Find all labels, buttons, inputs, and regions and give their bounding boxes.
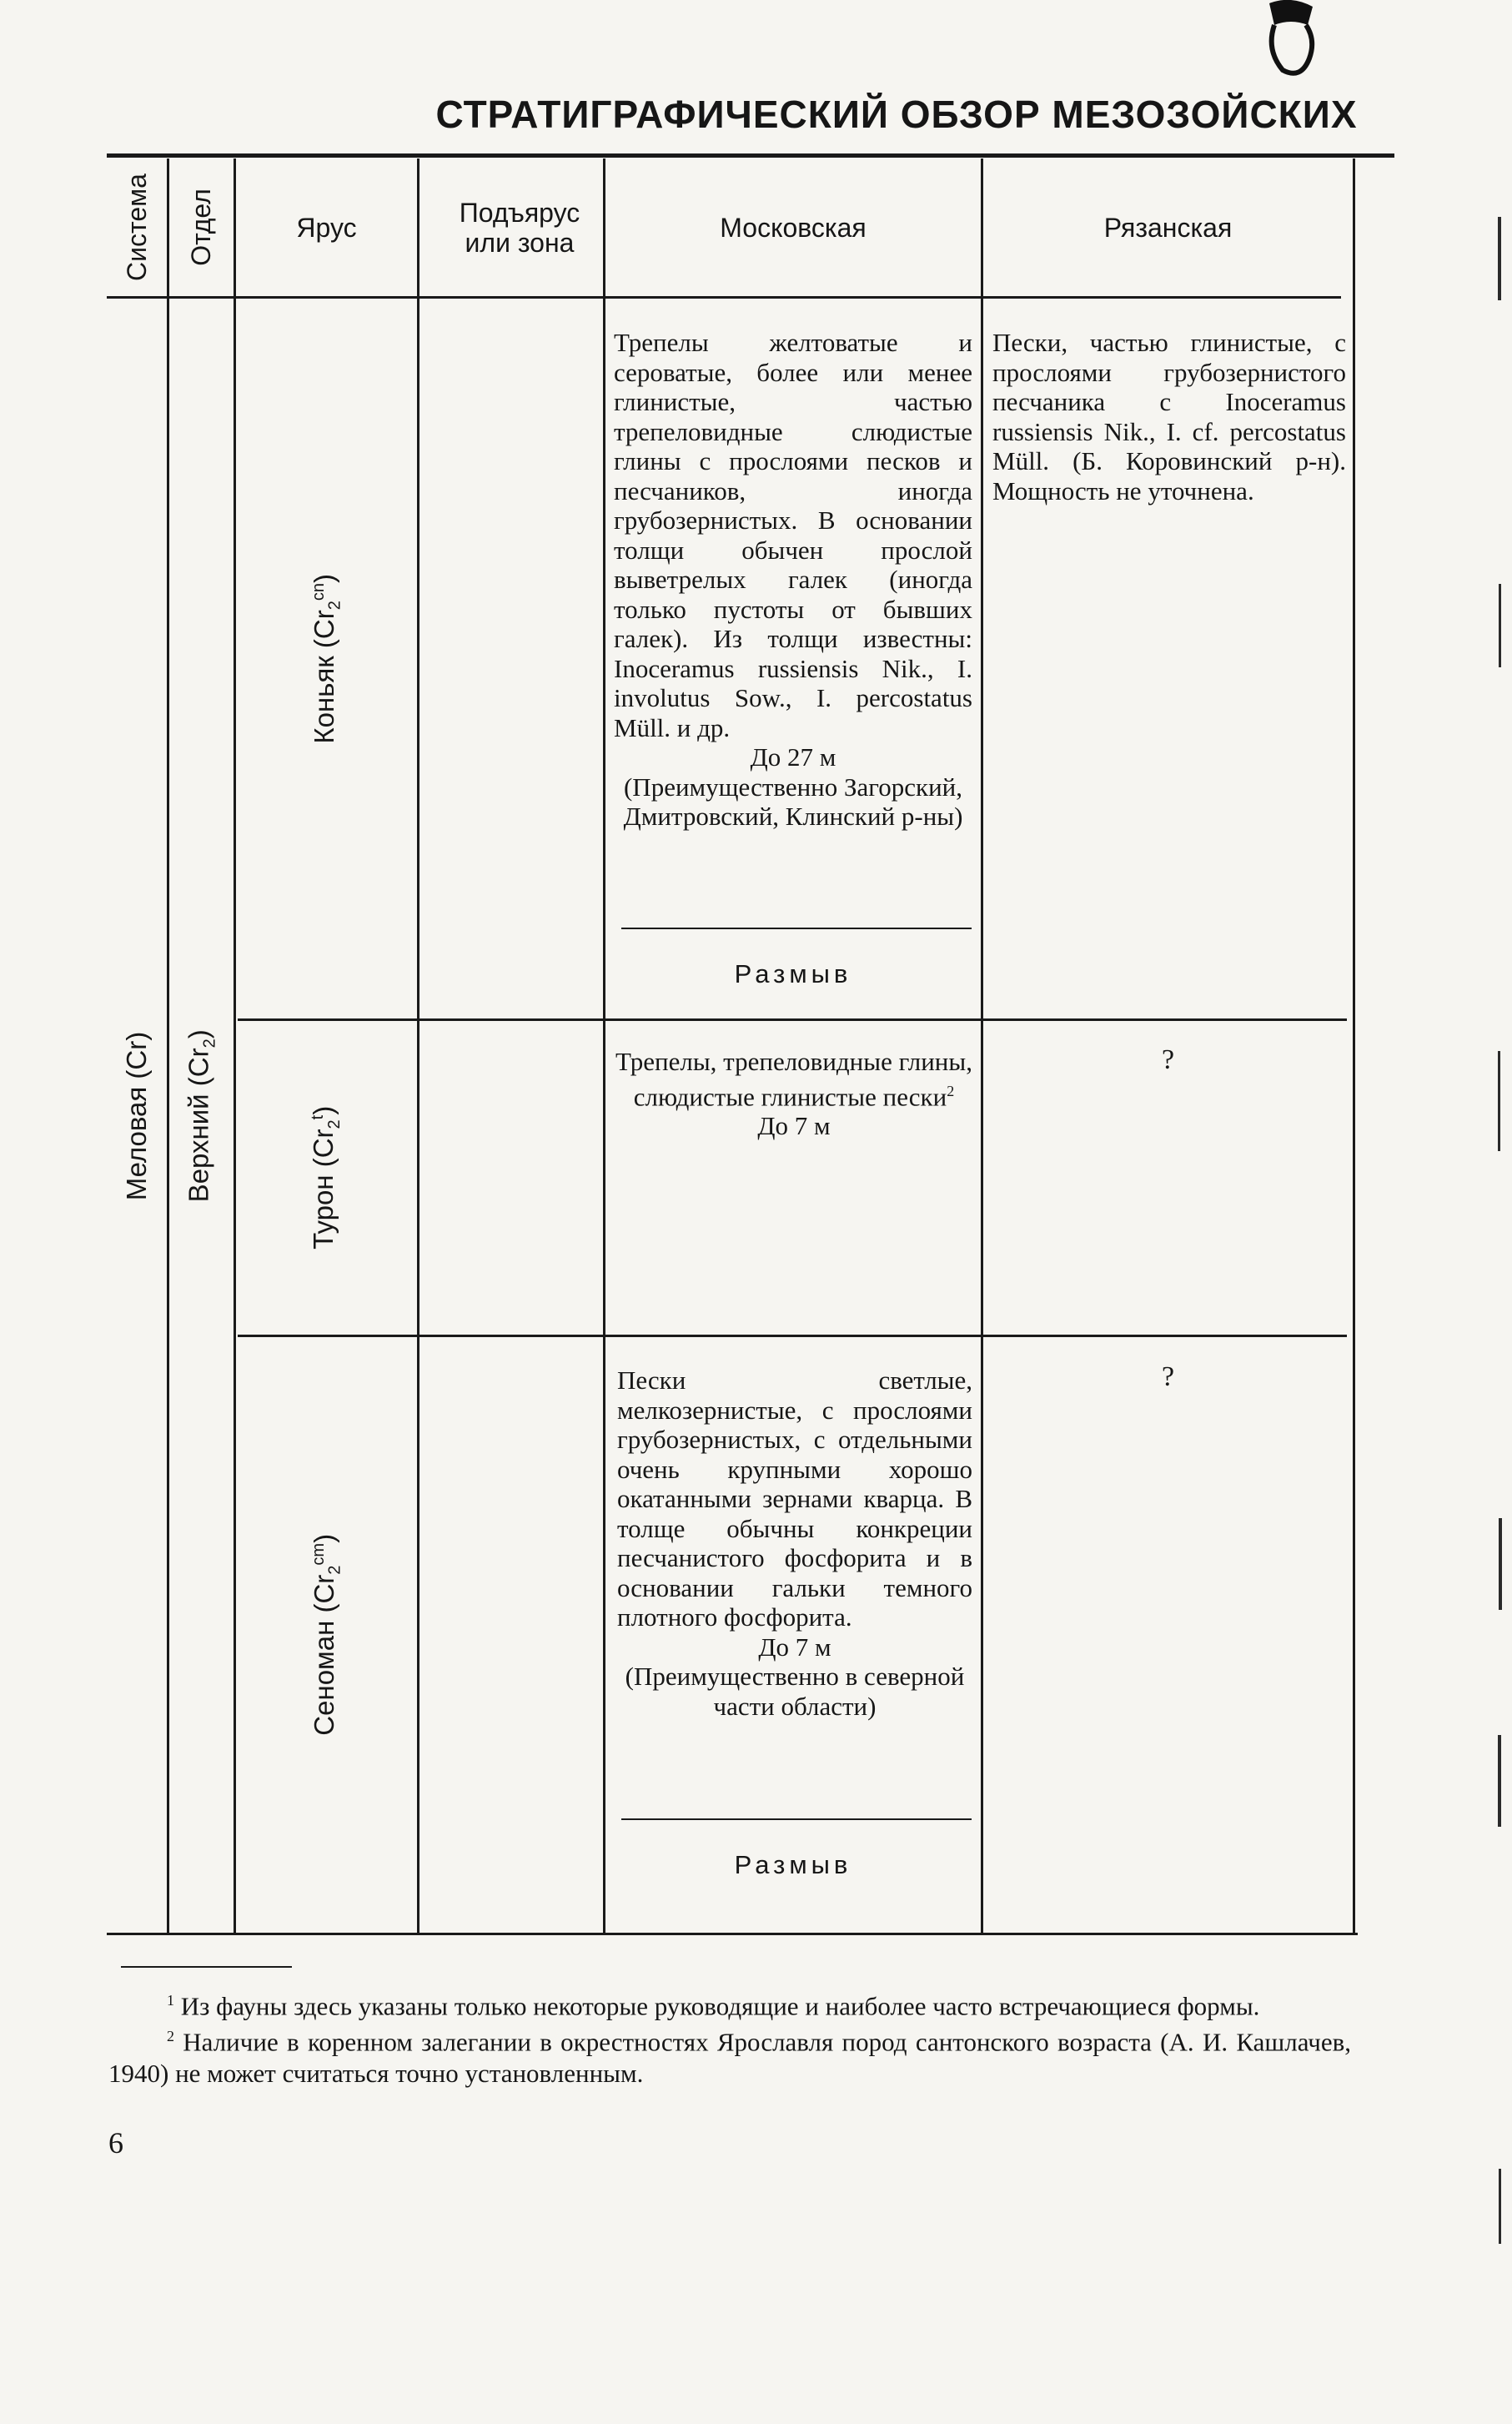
corner-ink-mark bbox=[1258, 0, 1324, 80]
margin-scan-mark bbox=[1499, 2169, 1501, 2244]
ryazan-cenomanian: ? bbox=[1161, 1361, 1175, 1392]
col-line-6 bbox=[1353, 158, 1355, 1935]
erosion-label-1: Размыв bbox=[734, 959, 852, 988]
stage-turonian: Турон $(Cr_2^t)$ bbox=[308, 1105, 344, 1250]
margin-scan-mark bbox=[1499, 584, 1501, 667]
ryazan-coniacian: Пески, частью глинистые, с прослоями грубозернистого песчаника с Inoceramus russiensis Nik., I. cf. percostatus Müll. (Б. Коровинский р-н). Мощность не уточнена. bbox=[992, 328, 1346, 505]
moscow-turonian: Трепелы, трепеловидные глины, слюдистые глинистые пески$^2$ До 7 м bbox=[615, 1047, 972, 1141]
moscow-cenomanian: Пески светлые, мелкозернистые, с прослоями грубозернистых, с отдельными очень крупными хорошо окатанными зернами кварца. В толще обычны конкреции песчанистого фосфорита и в основании гальки темного плотного фосфорита. До 7 м (Преимущественно в северной части области) bbox=[617, 1365, 972, 1721]
header-department: Отдел bbox=[186, 189, 216, 266]
footnote-1: $^1$ Из фауны здесь указаны только некоторые руководящие и наиболее часто встречающиеся формы. bbox=[167, 1991, 1260, 2021]
department-value: Верхний $(Cr_2)$ bbox=[183, 1029, 219, 1203]
stage-cenomanian: Сеноман $(Cr_2^{cm})$ bbox=[308, 1534, 344, 1736]
margin-scan-mark bbox=[1499, 1518, 1502, 1610]
col-line-4 bbox=[603, 158, 605, 1935]
erosion-label-2: Размыв bbox=[734, 1850, 852, 1879]
col-line-3 bbox=[417, 158, 419, 1935]
header-system: Система bbox=[121, 174, 152, 281]
moscow-coniacian: Трепелы желтоватые и сероватые, более или менее глинистые, частью трепеловидные слюдистые глины с прослоями песков и песчаников, иногда грубозернистых. В основании толщи обычен прослой выветрелых галек (иногда только пустоты от бывших галек). Из толщи известны: Inoceramus russiensis Nik., I. involutus Sow., I. percostatus Müll. и др. До 27 м (Преимущественно Загорский, Дмитровский, Клинский р-ны) bbox=[614, 328, 972, 831]
page-title: СТРАТИГРАФИЧЕСКИЙ ОБЗОР МЕЗОЗОЙСКИХ bbox=[435, 93, 1358, 136]
footnote-separator bbox=[121, 1966, 292, 1968]
header-top-rule bbox=[107, 153, 1394, 158]
table-bottom-rule bbox=[107, 1933, 1358, 1935]
header-substage: Подъярус или зона bbox=[459, 197, 580, 258]
header-ryazan: Рязанская bbox=[1103, 212, 1233, 243]
ryazan-turonian: ? bbox=[1161, 1044, 1175, 1075]
stage-coniacian: Коньяк $(Cr_2^{cn})$ bbox=[308, 573, 344, 744]
page-number: 6 bbox=[108, 2126, 123, 2160]
system-value: Меловая (Cr) bbox=[121, 1031, 153, 1201]
erosion-rule-1 bbox=[621, 928, 972, 929]
margin-scan-mark bbox=[1498, 1051, 1500, 1151]
header-moscow: Московская bbox=[720, 212, 867, 243]
margin-scan-mark bbox=[1498, 217, 1501, 300]
margin-scan-mark bbox=[1498, 1735, 1501, 1827]
footnote-2: $^2$ Наличие в коренном залегании в окрестностях Ярославля пород сантонского возраста (А. И. Кашлачев, 1940) не может считаться точно установленным. bbox=[108, 2027, 1351, 2088]
header-stage: Ярус bbox=[296, 212, 357, 243]
footnotes bbox=[108, 1985, 1351, 2089]
erosion-rule-2 bbox=[621, 1818, 972, 1820]
